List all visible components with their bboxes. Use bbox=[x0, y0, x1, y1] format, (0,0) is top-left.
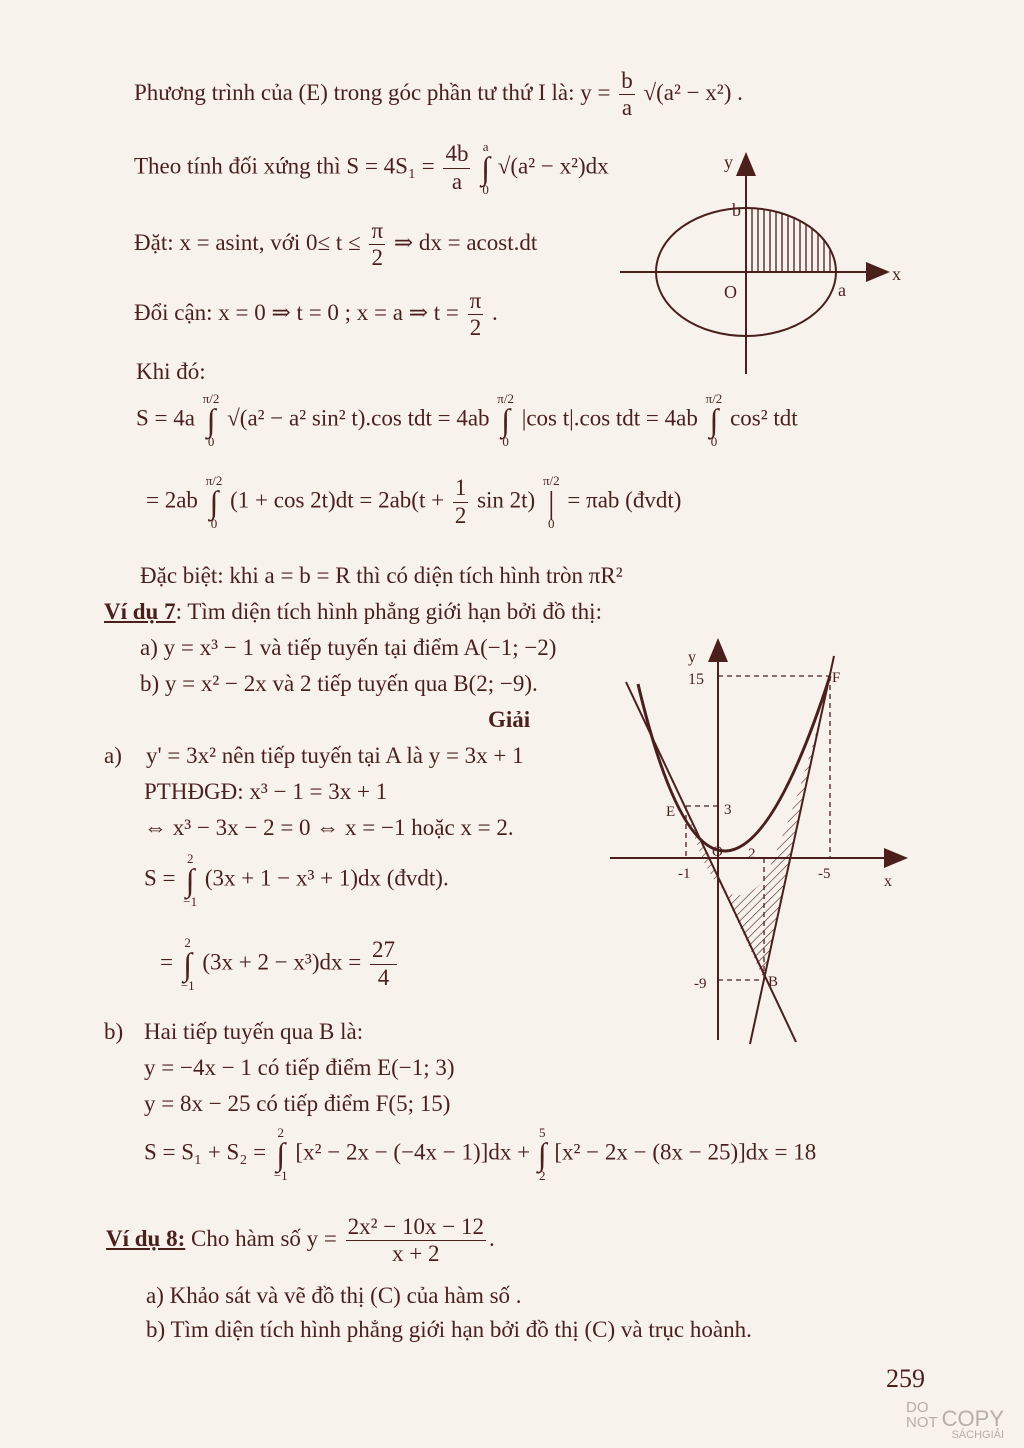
frac-num: 2x² − 10x − 12 bbox=[346, 1214, 486, 1241]
label-minus5: -5 bbox=[818, 866, 831, 882]
eval-lower: 0 bbox=[548, 516, 555, 532]
solution-a-line1: y' = 3x² nên tiếp tuyến tại A là y = 3x + 1 bbox=[146, 743, 524, 768]
integral-sign: π/2 ∫ 0 bbox=[705, 391, 723, 450]
label-E: E bbox=[666, 804, 676, 820]
int-lower: −1 bbox=[180, 978, 195, 994]
frac-num: b bbox=[619, 68, 635, 95]
text: √(a² − a² sin² t).cos tdt = 4ab bbox=[227, 405, 490, 431]
symmetry-line bbox=[134, 140, 609, 196]
solution-heading: Giải bbox=[488, 707, 531, 732]
eval-upper: π/2 bbox=[542, 473, 560, 488]
example8-part-a: a) Khảo sát và vẽ đồ thị (C) của hàm số . bbox=[146, 1283, 522, 1308]
solution-b-line3: y = 8x − 25 có tiếp điểm F(5; 15) bbox=[144, 1091, 451, 1116]
example-label: Ví dụ 7 bbox=[104, 599, 176, 624]
page-number: 259 bbox=[886, 1364, 925, 1393]
fraction bbox=[453, 475, 469, 529]
text: Đổi cận: x = 0 ⇒ t = 0 ; x = a ⇒ t = bbox=[134, 300, 459, 326]
label-o: O bbox=[724, 282, 737, 302]
solution-a-line3: ⇔ x³ − 3x − 2 = 0 ⇔ x = −1 hoặc x = 2. bbox=[144, 815, 514, 840]
text: √(a² − x²) . bbox=[643, 80, 743, 106]
int-lower: 0 bbox=[207, 434, 215, 450]
label-B: B bbox=[768, 974, 779, 990]
text: (3x + 1 − x³ + 1)dx (đvdt). bbox=[204, 865, 449, 891]
text: |cos t|.cos tdt = 4ab bbox=[521, 405, 698, 431]
watermark-line2: NOT bbox=[906, 1414, 938, 1431]
integral-sign: π/2 ∫ 0 bbox=[205, 473, 223, 532]
integral-sign: 2 ∫ −1 bbox=[273, 1125, 288, 1184]
example8-heading bbox=[106, 1214, 495, 1268]
integral-sign: a ∫ 0 bbox=[481, 139, 490, 198]
text: (1 + cos 2t)dt = 2ab(t + bbox=[230, 487, 445, 513]
text: S = S₁ + S₂ = bbox=[144, 1139, 267, 1165]
text: cos² tdt bbox=[730, 405, 798, 431]
int-upper: 2 bbox=[277, 1125, 284, 1140]
frac-num: π bbox=[468, 288, 484, 315]
watermark-copy: COPY bbox=[941, 1406, 1005, 1431]
text: = 2ab bbox=[146, 487, 198, 513]
text: = bbox=[160, 949, 173, 975]
solution-a-label: a) bbox=[104, 743, 122, 768]
label-x: x bbox=[892, 264, 901, 284]
label-15: 15 bbox=[688, 671, 704, 688]
int-upper: 2 bbox=[186, 851, 194, 866]
fraction bbox=[619, 68, 635, 122]
text: . bbox=[492, 300, 498, 326]
text: = πab (đvdt) bbox=[567, 487, 682, 513]
solution-a-integral bbox=[144, 852, 449, 908]
int-upper: 2 bbox=[184, 935, 191, 950]
text: ⇒ dx = acost.dt bbox=[393, 230, 538, 256]
text: Cho hàm số y = bbox=[191, 1226, 337, 1252]
text: S = bbox=[144, 865, 176, 891]
fraction bbox=[443, 141, 470, 195]
int-lower: −1 bbox=[273, 1168, 288, 1184]
label-x: x bbox=[884, 873, 892, 890]
int-upper: π/2 bbox=[205, 473, 223, 488]
frac-den: a bbox=[451, 168, 463, 194]
example7-part-b: b) y = x² − 2x và 2 tiếp tuyến qua B(2; −9). bbox=[140, 671, 538, 696]
int-upper: π/2 bbox=[497, 391, 514, 406]
frac-den: x + 2 bbox=[392, 1241, 440, 1267]
fraction bbox=[346, 1214, 486, 1268]
example-label: Ví dụ 8: bbox=[106, 1226, 186, 1252]
text: √(a² − x²)dx bbox=[497, 153, 609, 179]
hatched-region bbox=[686, 676, 830, 980]
label-O: O bbox=[712, 844, 723, 860]
frac-num: 27 bbox=[370, 937, 397, 964]
text: [x² − 2x − (−4x − 1)]dx + bbox=[295, 1139, 531, 1165]
text: [x² − 2x − (8x − 25)]dx = 18 bbox=[554, 1139, 817, 1165]
frac-num: 4b bbox=[443, 141, 470, 168]
int-lower: 0 bbox=[710, 434, 718, 450]
frac-den: a bbox=[621, 95, 633, 121]
then-line: Khi đó: bbox=[136, 359, 206, 384]
solution-a-line2: PTHĐGĐ: x³ − 1 = 3x + 1 bbox=[144, 779, 388, 804]
text: : Tìm diện tích hình phẳng giới hạn bởi đồ thị: bbox=[175, 599, 602, 624]
frac-den: 2 bbox=[454, 502, 467, 528]
solution-b-line2: y = −4x − 1 có tiếp điểm E(−1; 3) bbox=[144, 1055, 455, 1080]
int-lower: −1 bbox=[183, 894, 198, 910]
watermark-brand: SÁCHGIẢI bbox=[951, 1429, 1005, 1441]
text: Phương trình của (E) trong góc phần tư thứ I là: y = bbox=[134, 80, 611, 106]
watermark-logo bbox=[906, 1400, 1004, 1441]
special-case-line: Đặc biệt: khi a = b = R thì có diện tích hình tròn πR² bbox=[140, 563, 623, 588]
frac-den: 2 bbox=[371, 245, 384, 271]
solution-b-integral bbox=[144, 1126, 816, 1182]
label-y: y bbox=[688, 649, 696, 666]
label-y: y bbox=[724, 152, 733, 172]
solution-b-line1: Hai tiếp tuyến qua B là: bbox=[144, 1019, 364, 1044]
area-equation-2 bbox=[146, 474, 681, 530]
text: sin 2t) bbox=[477, 487, 536, 513]
evaluation-bar: π/2 | 0 bbox=[542, 473, 560, 532]
label-b: b bbox=[732, 200, 741, 220]
label-minus9: -9 bbox=[694, 976, 707, 992]
frac-den: 2 bbox=[469, 315, 482, 341]
text: S = 4a bbox=[136, 405, 195, 431]
fraction bbox=[369, 218, 385, 272]
int-upper: 5 bbox=[538, 1125, 546, 1140]
int-lower: 0 bbox=[482, 182, 489, 198]
label-3: 3 bbox=[724, 802, 732, 818]
integral-sign: 2 ∫ −1 bbox=[180, 935, 195, 994]
int-upper: a bbox=[482, 139, 489, 154]
label-F: F bbox=[832, 670, 841, 686]
frac-num: 1 bbox=[453, 475, 469, 502]
int-lower: 2 bbox=[538, 1168, 546, 1184]
integral-sign: π/2 ∫ 0 bbox=[202, 391, 220, 450]
frac-num: π bbox=[369, 218, 385, 245]
int-lower: 0 bbox=[210, 516, 218, 532]
parabola-curve bbox=[638, 676, 830, 851]
substitution-line bbox=[134, 218, 537, 272]
ellipse-figure bbox=[610, 148, 910, 376]
int-upper: π/2 bbox=[705, 391, 723, 406]
example7-heading bbox=[104, 598, 602, 626]
bounds-line bbox=[134, 288, 498, 342]
example7-part-a: a) y = x³ − 1 và tiếp tuyến tại điểm A(−1; −2) bbox=[140, 635, 557, 660]
fraction bbox=[468, 288, 484, 342]
text: . bbox=[488, 1226, 495, 1252]
watermark-line1: DO bbox=[906, 1399, 929, 1416]
ellipse-equation-line bbox=[134, 68, 743, 122]
label-2: 2 bbox=[748, 846, 756, 862]
fraction bbox=[370, 937, 397, 991]
label-a: a bbox=[838, 280, 846, 300]
int-lower: 0 bbox=[502, 434, 509, 450]
tangent-line-f bbox=[750, 656, 834, 1044]
hatched-quarter bbox=[752, 204, 830, 272]
text: Đặt: x = asint, với 0≤ t ≤ bbox=[134, 230, 361, 256]
solution-a-result bbox=[160, 936, 400, 992]
example8-part-b: b) Tìm diện tích hình phẳng giới hạn bởi đồ thị (C) và trục hoành. bbox=[146, 1317, 752, 1342]
integral-sign: 2 ∫ −1 bbox=[183, 851, 198, 910]
label-minus1: -1 bbox=[678, 866, 691, 882]
int-upper: π/2 bbox=[202, 391, 220, 406]
solution-b-label: b) bbox=[104, 1019, 124, 1044]
integral-sign: π/2 ∫ 0 bbox=[497, 391, 514, 450]
parabola-tangents-figure bbox=[604, 632, 914, 1050]
integral-sign: 5 ∫ 2 bbox=[537, 1125, 547, 1184]
text: (3x + 2 − x³)dx = bbox=[202, 949, 362, 975]
text: Theo tính đối xứng thì S = 4S₁ = bbox=[134, 153, 435, 179]
frac-den: 4 bbox=[377, 964, 390, 990]
area-equation-1 bbox=[136, 392, 798, 448]
